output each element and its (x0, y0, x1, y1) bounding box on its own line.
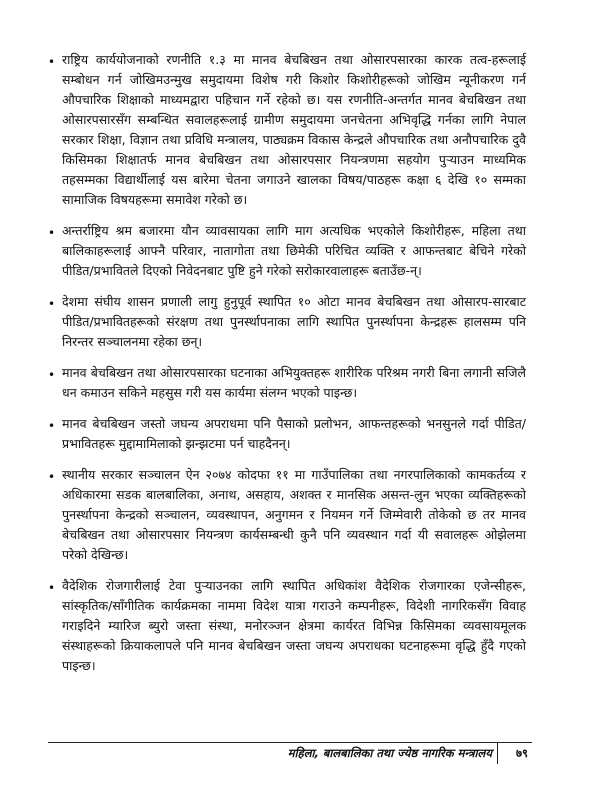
list-item (48, 576, 526, 676)
bullet-icon: • (48, 297, 56, 311)
bullet-list (48, 50, 526, 676)
bullet-icon: • (48, 581, 56, 595)
bullet-icon: • (48, 55, 56, 69)
bullet-icon: • (48, 226, 56, 240)
footer-ministry-title: महिला, बालबालिका तथा ज्येष्ठ नागरिक मन्त्रालय (287, 746, 492, 760)
list-item (48, 465, 526, 565)
bullet-icon: • (48, 470, 56, 484)
bullet-icon: • (48, 419, 56, 433)
paragraph-text: मानव बेचबिखन तथा ओसारपसारका घटनाका अभियुक्तहरू शारीरिक परिश्रम नगरी बिना लगानी सजिलै धन कमाउन सकिने महसुस गरी यस कार्यमा संलग्न भएको पाइन्छ। (62, 365, 526, 400)
list-item (48, 221, 526, 281)
paragraph-text: देशमा संघीय शासन प्रणाली लागु हुनुपूर्व स्थापित १० ओटा मानव बेचबिखन तथा ओसारप-सारबाट पीडित/प्रभावितहरूको संरक्षण तथा पुनर्स्थापनाका लागि स्थापित पुनर्स्थापना केन्द्रहरू हालसम्म पनि निरन्तर सञ्चालनमा रहेका छन्। (62, 294, 526, 349)
footer-divider (48, 742, 532, 743)
footer-separator (497, 742, 498, 764)
bullet-icon: • (48, 368, 56, 382)
paragraph-text: राष्ट्रिय कार्ययोजनाको रणनीति १.३ मा मानव बेचबिखन तथा ओसारपसारका कारक तत्व-हरूलाई सम्बोधन गर्न जोखिमउन्मुख समुदायमा विशेष गरी किशोर किशोरीहरूको जोखिम न्यूनीकरण गर्न औपचारिक शिक्षाको माध्यमद्वारा पहिचान गर्ने रहेको छ। यस रणनीति-अन्तर्गत मानव बेचबिखन तथा ओसारपसारसँग सम्बन्धित सवालहरूलाई ग्रामीण समुदायमा जनचेतना अभिवृद्धि गर्नका लागि नेपाल सरकार शिक्षा, विज्ञान तथा प्रविधि मन्त्रालय, पाठ्यक्रम विकास केन्द्रले औपचारिक तथा अनौपचारिक दुवै किसिमका शिक्षातर्फ मानव बेचबिखन तथा ओसारपसार नियन्त्रणमा सहयोग पुऱ्याउन माध्यमिक तहसम्मका विद्यार्थीलाई यस बारेमा चेतना जगाउने खालका विषय/पाठहरू कक्षा ६ देखि १० सम्मका सामाजिक विषयहरूमा समावेश गरेको छ। (62, 52, 526, 207)
list-item (48, 292, 526, 352)
paragraph-text: वैदेशिक रोजगारीलाई टेवा पुऱ्याउनका लागि स्थापित अधिकांश वैदेशिक रोजगारका एजेन्सीहरू, सांस्कृतिक/साँगीतिक कार्यक्रमका नाममा विदेश यात्रा गराउने कम्पनीहरू, विदेशी नागरिकसँग विवाह गराइदिने म्यारिज ब्युरो जस्ता संस्था, मनोरञ्जन क्षेत्रमा कार्यरत विभिन्न किसिमका व्यवसायमूलक संस्थाहरूको क्रियाकलापले पनि मानव बेचबिखन जस्ता जघन्य अपराधका घटनाहरूमा वृद्धि हुँदै गएको पाइन्छ। (62, 578, 526, 673)
paragraph-text: अन्तर्राष्ट्रिय श्रम बजारमा यौन व्यावसायका लागि माग अत्यधिक भएकोले किशोरीहरू, महिला तथा बालिकाहरूलाई आफ्नै परिवार, नातागोता तथा छिमेकी परिचित व्यक्ति र आफन्तबाट बेचिने गरेको पीडित/प्रभावितले दिएको निवेदनबाट पुष्टि हुने गरेको सरोकारवालाहरू बताउँछ-न्। (62, 223, 526, 278)
paragraph-text: स्थानीय सरकार सञ्चालन ऐन २०७४ कोदफा ११ मा गाउँपालिका तथा नगरपालिकाको कामकर्तव्य र अधिकारमा सडक बालबालिका, अनाथ, असहाय, अशक्त र मानसिक असन्त-लुन भएका व्यक्तिहरूको पुनर्स्थापना केन्द्रको सञ्चालन, व्यवस्थापन, अनुगमन र नियमन गर्ने जिम्मेवारी तोकेको छ तर मानव बेचबिखन तथा ओसारपसार नियन्त्रण कार्यसम्बन्धी कुनै पनि व्यवस्थान गर्दा यी सवालहरू ओझेलमा परेको देखिन्छ। (62, 467, 526, 562)
paragraph-text: मानव बेचबिखन जस्तो जघन्य अपराधमा पनि पैसाको प्रलोभन, आफन्तहरूको भनसुनले गर्दा पीडित/प्रभावितहरू मुद्दामामिलाको झन्झटमा पर्न चाहदैनन्। (62, 416, 526, 451)
page-number: ७९ (516, 746, 528, 760)
list-item (48, 363, 526, 403)
list-item (48, 414, 526, 454)
page-footer (0, 742, 600, 764)
list-item (48, 50, 526, 210)
